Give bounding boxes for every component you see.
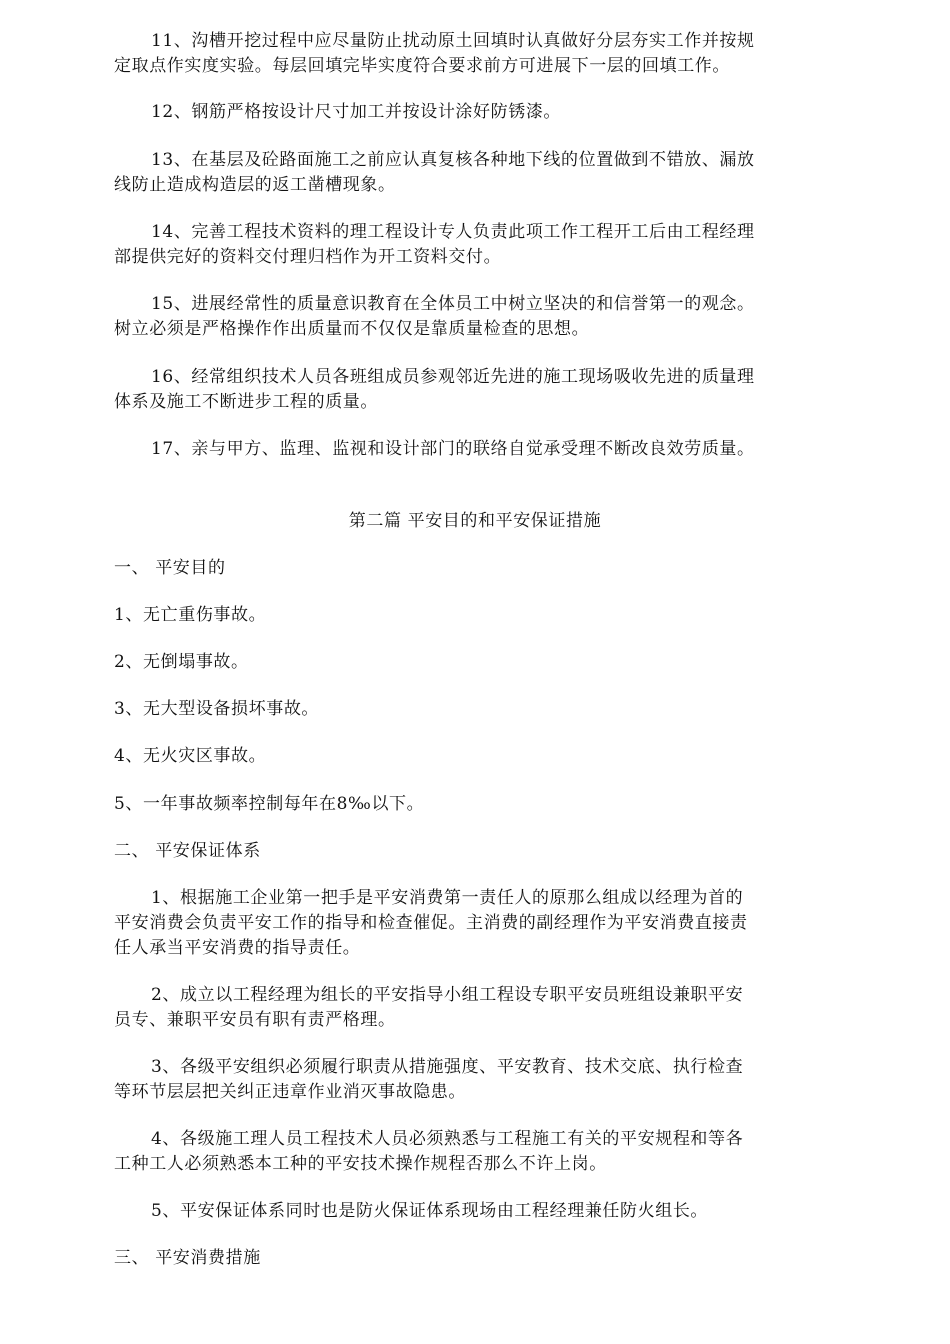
- paragraph-14-line-2: 部提供完好的资料交付理归档作为开工资料交付。: [114, 247, 502, 267]
- paragraph-16-line-1: 16、经常组织技术人员各班组成员参观邻近先进的施工现场吸收先进的质量理: [151, 367, 755, 387]
- section-2-paragraph-3-line-1: 3、各级平安组织必须履行职责从措施强度、平安教育、技术交底、执行检查: [151, 1057, 744, 1077]
- section-2-paragraph-1-line-2: 平安消费会负责平安工作的指导和检查催促。主消费的副经理作为平安消费直接责: [114, 913, 748, 933]
- paragraph-14-line-1: 14、完善工程技术资料的理工程设计专人负责此项工作工程开工后由工程经理: [151, 222, 755, 242]
- section-1-item-2: 2、无倒塌事故。: [114, 652, 249, 672]
- section-2-paragraph-3-line-2: 等环节层层把关纠正违章作业消灭事故隐患。: [114, 1082, 466, 1102]
- paragraph-11-line-1: 11、沟槽开挖过程中应尽量防止扰动原土回填时认真做好分层夯实工作并按规: [151, 31, 755, 51]
- paragraph-13-line-1: 13、在基层及砼路面施工之前应认真复核各种地下线的位置做到不错放、漏放: [151, 150, 755, 170]
- paragraph-11-line-2: 定取点作实度实验。每层回填完毕实度符合要求前方可进展下一层的回填工作。: [114, 56, 730, 76]
- section-2-paragraph-1-line-1: 1、根据施工企业第一把手是平安消费第一责任人的原那么组成以经理为首的: [151, 888, 744, 908]
- section-3-heading: 三、 平安消费措施: [114, 1248, 261, 1268]
- section-1-item-1: 1、无亡重伤事故。: [114, 605, 267, 625]
- section-1-item-4: 4、无火灾区事故。: [114, 746, 267, 766]
- section-2-heading: 二、 平安保证体系: [114, 841, 261, 861]
- section-1-item-3: 3、无大型设备损坏事故。: [114, 699, 320, 719]
- paragraph-12-line-1: 12、钢筋严格按设计尺寸加工并按设计涂好防锈漆。: [151, 102, 562, 122]
- section-2-paragraph-4-line-2: 工种工人必须熟悉本工种的平安技术操作规程否那么不许上岗。: [114, 1154, 607, 1174]
- paragraph-15-line-1: 15、进展经常性的质量意识教育在全体员工中树立坚决的和信誉第一的观念。: [151, 294, 755, 314]
- paragraph-15-line-2: 树立必须是严格操作作出质量而不仅仅是靠质量检查的思想。: [114, 319, 590, 339]
- section-2-paragraph-1-line-3: 任人承当平安消费的指导责任。: [114, 938, 361, 958]
- section-2-paragraph-4-line-1: 4、各级施工理人员工程技术人员必须熟悉与工程施工有关的平安规程和等各: [151, 1129, 744, 1149]
- section-2-paragraph-5-line-1: 5、平安保证体系同时也是防火保证体系现场由工程经理兼任防火组长。: [151, 1201, 709, 1221]
- section-2-paragraph-2-line-2: 员专、兼职平安员有职有责严格理。: [114, 1010, 396, 1030]
- paragraph-13-line-2: 线防止造成构造层的返工凿槽现象。: [114, 175, 396, 195]
- section-1-item-5: 5、一年事故频率控制每年在8‰以下。: [114, 794, 425, 814]
- paragraph-16-line-2: 体系及施工不断进步工程的质量。: [114, 392, 378, 412]
- chapter-title: 第二篇 平安目的和平安保证措施: [348, 511, 602, 531]
- section-2-paragraph-2-line-1: 2、成立以工程经理为组长的平安指导小组工程设专职平安员班组设兼职平安: [151, 985, 744, 1005]
- paragraph-17-line-1: 17、亲与甲方、监理、监视和设计部门的联络自觉承受理不断改良效劳质量。: [151, 439, 755, 459]
- section-1-heading: 一、 平安目的: [114, 558, 226, 578]
